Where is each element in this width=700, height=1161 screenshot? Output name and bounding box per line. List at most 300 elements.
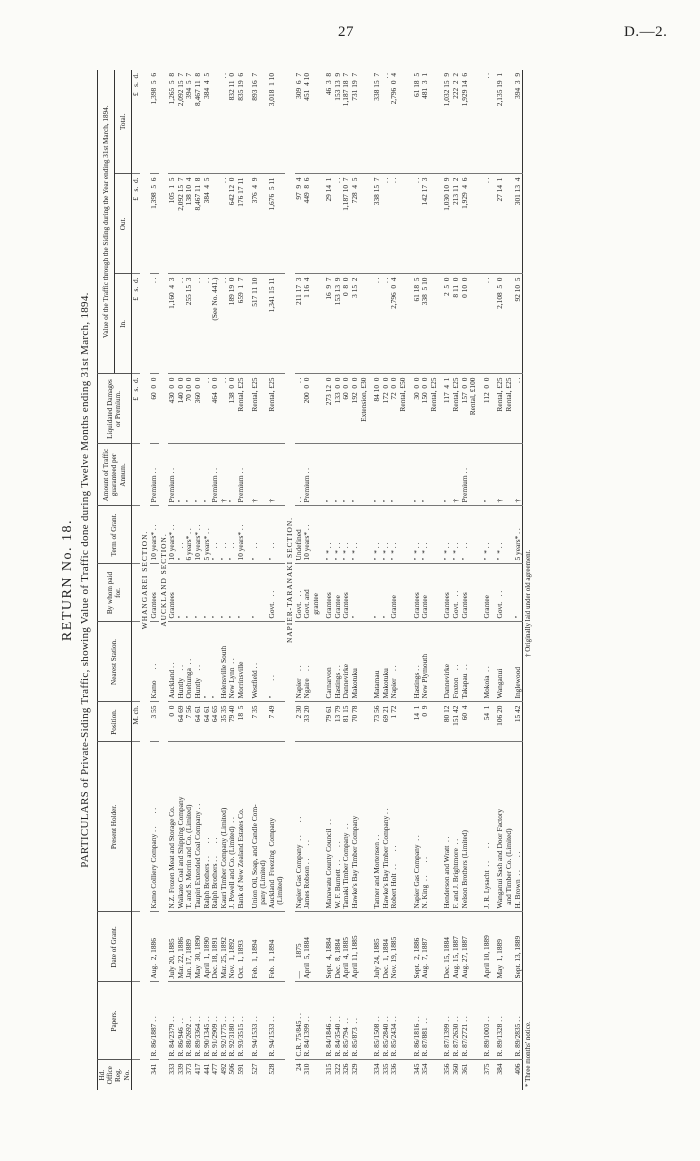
cell-liquidated: 112 0 0 — [478, 374, 492, 444]
cell-term: " * . . — [382, 506, 391, 564]
cell-holder: Tanner and Mortensen . . — [368, 742, 382, 912]
cell-term: " * . . — [491, 506, 513, 564]
cell-in: 16 9 7 — [320, 274, 334, 374]
cell-guaranteed: " — [177, 444, 186, 506]
cell-paid-by: Grantees — [168, 564, 177, 622]
cell-position: 3 55 — [150, 702, 159, 742]
cell-station: Hastings . . — [408, 622, 422, 702]
cell-term: " * . . — [408, 506, 422, 564]
cell-paid-by: " — [351, 564, 368, 622]
cell-total: 222 2 2 — [451, 72, 460, 99]
table-row — [268, 70, 285, 1090]
cell-papers: R. 85/2434 . . — [390, 982, 407, 1060]
table-row — [514, 70, 523, 1090]
cell-term: " . . — [268, 506, 285, 564]
cell-station: Dannevirke — [438, 622, 452, 702]
cell-papers: R. 86/946 . . — [177, 982, 186, 1060]
cell-out: 29 14 1 — [320, 174, 334, 274]
cell-liquidated: 157 0 0 Rental, £100 — [461, 374, 478, 444]
cell-out: 27 14 1 — [491, 174, 513, 274]
cell-hdno: 335 — [382, 1060, 391, 1090]
cell-holder: Henderson and Wratt . . — [438, 742, 452, 912]
cell-date: Dec. 8, 1884 — [334, 912, 343, 982]
cell-in: . . — [203, 274, 212, 374]
cell-holder: Ralph Brothers . . . . — [211, 742, 220, 912]
return-title: RETURN No. 18. — [60, 518, 75, 642]
cell-holder: Napier Gas Company . . — [408, 742, 422, 912]
cell-guaranteed: Premium . . — [461, 444, 478, 506]
cell-hdno: 492 — [220, 1060, 229, 1090]
cell-liquidated: Rental, £25 — [268, 374, 285, 444]
cell-paid-by: Grantees — [408, 564, 422, 622]
cell-hdno: 384 — [491, 1060, 513, 1090]
cell-in: 0 10 0 — [461, 274, 478, 374]
cell-term: " * . . — [368, 506, 382, 564]
cell-out: 1,187 10 7 — [342, 174, 351, 274]
cell-date: Mar. 22, 1886 — [177, 912, 186, 982]
cell-out: 642 12 0 — [228, 174, 237, 274]
cell-guaranteed: " — [390, 444, 407, 506]
cell-date: May 30, 1890 — [194, 912, 203, 982]
cell-total: 1,265 5 8 — [167, 72, 177, 105]
cell-in: 1,160 4 3 — [168, 274, 177, 374]
cell-holder: James Robson . . . . — [303, 742, 320, 912]
cell-guaranteed: † — [514, 444, 523, 506]
cell-hdno: 356 — [438, 1060, 452, 1090]
cell-papers: R. 85/1508 . . — [368, 982, 382, 1060]
cell-paid-by: Govt. . . — [295, 564, 304, 622]
page-number: 27 — [338, 24, 354, 40]
cell-date: Jan. 17, 1889 — [185, 912, 194, 982]
cell-term: " * . . — [390, 506, 407, 564]
cell-guaranteed: " — [342, 444, 351, 506]
table-row — [368, 70, 382, 1090]
cell-station: " — [211, 622, 220, 702]
cell-papers: R. 89/1328 . . — [491, 982, 513, 1060]
cell-in: . . — [177, 274, 186, 374]
cell-in: 92 10 5 — [514, 274, 523, 374]
cell-term: 10 years* . . — [237, 506, 246, 564]
cell-total: . . — [218, 72, 228, 79]
cell-out: 213 11 2 — [452, 174, 461, 274]
cell-paid-by: Grantee — [390, 564, 407, 622]
cell-total: 2,796 0 4 — [389, 72, 399, 105]
cell-total: 835 19 6 — [235, 72, 245, 101]
unit-liquidated: £ s. d. — [131, 374, 140, 444]
cell-hdno: 310 — [303, 1060, 320, 1090]
cell-hdno: 591 — [237, 1060, 246, 1090]
cell-papers: R. 85/873 . . — [351, 982, 368, 1060]
cell-papers: R. 85/794 . . — [342, 982, 351, 1060]
cell-hdno: 373 — [185, 1060, 194, 1090]
cell-papers: R. 89/2835 . . — [514, 982, 523, 1060]
table-row — [390, 70, 407, 1090]
footnote-row — [523, 70, 533, 1090]
cell-date: Aug. 15, 1887 — [452, 912, 461, 982]
cell-guaranteed: " — [478, 444, 492, 506]
cell-holder: Ralph Brothers . . . . — [203, 742, 212, 912]
cell-paid-by: " — [514, 564, 523, 622]
table-row — [177, 70, 186, 1090]
cell-guaranteed: Premium . . — [237, 444, 246, 506]
cell-holder: Hawke's Bay Timber Company . . — [382, 742, 391, 912]
cell-hdno: 329 — [351, 1060, 368, 1090]
cell-paid-by: Govt. . . — [491, 564, 513, 622]
cell-guaranteed: " — [194, 444, 203, 506]
cell-out: 1,929 4 6 — [461, 174, 478, 274]
cell-out: 338 15 7 — [368, 174, 382, 274]
cell-hdno: 322 — [334, 1060, 343, 1090]
cell-date: Mar. 25, 1892 — [220, 912, 229, 982]
cell-out: 142 17 3 — [421, 174, 438, 274]
cell-term: 10 years* . . — [303, 506, 320, 564]
cell-term: " * . . — [421, 506, 438, 564]
cell-total: 731 19 7 — [350, 72, 360, 101]
cell-total: 384 4 5 — [201, 72, 211, 99]
cell-liquidated: Rental, £25 — [246, 374, 268, 444]
cell-papers: R. 84/1399 . . — [303, 982, 320, 1060]
cell-date: April 5, 1884 — [303, 912, 320, 982]
cell-station: Hastings . . — [334, 622, 343, 702]
cell-liquidated: Rental, £25 — [452, 374, 461, 444]
cell-out: . . — [334, 174, 343, 274]
cell-hdno: 361 — [461, 1060, 478, 1090]
cell-position: 14 1 — [408, 702, 422, 742]
cell-holder: W. F. Burnett . . . . — [334, 742, 343, 912]
cell-guaranteed: " — [185, 444, 194, 506]
cell-term: " . . — [246, 506, 268, 564]
cell-station: New Lynn . . — [228, 622, 237, 702]
cell-guaranteed: " — [228, 444, 237, 506]
cell-liquidated: 72 0 0 Rental, £50 — [390, 374, 407, 444]
cell-in: . . — [220, 274, 229, 374]
cell-out: . . — [382, 174, 391, 274]
cell-paid-by: " — [194, 564, 203, 622]
cell-station: Carnarvon — [320, 622, 334, 702]
cell-date: Sept. 2, 1886 — [408, 912, 422, 982]
cell-date: Sept. 13, 1889 — [514, 912, 523, 982]
cell-position: 64 69 — [177, 702, 186, 742]
table-row — [246, 70, 268, 1090]
cell-station: Wanganui — [491, 622, 513, 702]
cell-guaranteed: " — [382, 444, 391, 506]
cell-in: . . — [150, 274, 159, 374]
col-header-in: In. — [114, 274, 131, 374]
cell-in: 338 5 10 — [421, 274, 438, 374]
cell-out: 1,676 5 11 — [268, 174, 285, 274]
table-row — [461, 70, 478, 1090]
rotated-return-table — [58, 70, 638, 1090]
cell-hdno: 315 — [320, 1060, 334, 1090]
cell-guaranteed: " — [320, 444, 334, 506]
cell-station: Ngaire . . — [303, 622, 320, 702]
cell-liquidated: 70 10 0 — [185, 374, 194, 444]
cell-paid-by: Govt. . . — [452, 564, 461, 622]
cell-term: " * . . — [478, 506, 492, 564]
cell-papers: R. 84/3540 . . — [334, 982, 343, 1060]
cell-liquidated: . . — [295, 374, 304, 444]
cell-holder: Union Oil, Soap, and Candle Com- pany (Limited) — [246, 742, 268, 912]
col-header-out: Out. — [114, 174, 131, 274]
cell-hdno: 326 — [342, 1060, 351, 1090]
cell-station: Makotuku — [351, 622, 368, 702]
col-header-position: Position. — [98, 702, 132, 742]
cell-position: 33 20 — [303, 702, 320, 742]
cell-hdno: 375 — [478, 1060, 492, 1090]
cell-out: 376 4 9 — [246, 174, 268, 274]
cell-term: 10 years* . . — [168, 506, 177, 564]
cell-paid-by: " — [237, 564, 246, 622]
table-row — [150, 70, 159, 1090]
cell-paid-by: " — [177, 564, 186, 622]
document-reference: D.—2. — [624, 24, 668, 40]
cell-position: 7 56 — [185, 702, 194, 742]
cell-station: Napier . . — [295, 622, 304, 702]
cell-out: 2,092 15 7 — [177, 174, 186, 274]
cell-guaranteed: Premium . . — [150, 444, 159, 506]
cell-in: 8 11 0 — [452, 274, 461, 374]
cell-date: Dec. 1, 1884 — [382, 912, 391, 982]
table-row — [421, 70, 438, 1090]
cell-paid-by: Grantees — [150, 564, 159, 622]
col-header-papers: Papers. — [98, 982, 132, 1060]
cell-paid-by: " — [220, 564, 229, 622]
cell-out: 1,030 10 9 — [438, 174, 452, 274]
cell-liquidated: Rental, £25 Rental, £25 — [491, 374, 513, 444]
cell-station: Huntly . . — [194, 622, 203, 702]
cell-papers: R. 93/3515 . . — [237, 982, 246, 1060]
cell-holder: H. Brown . . . . — [514, 742, 523, 912]
col-header-term: Term of Grant. — [98, 506, 132, 564]
cell-station: Matamau — [368, 622, 382, 702]
cell-total: 1,929 14 6 — [459, 72, 469, 107]
cell-guaranteed: . . — [295, 444, 304, 506]
cell-papers: R. 87/2630 . . — [452, 982, 461, 1060]
cell-out: 105 1 5 — [168, 174, 177, 274]
cell-paid-by: " — [382, 564, 391, 622]
cell-liquidated: Rental, £25 — [237, 374, 246, 444]
cell-out: 1,398 5 6 — [150, 174, 159, 274]
cell-station: Takapau . . — [461, 622, 478, 702]
col-header-hdno: Hd. Office Reg. No. — [98, 1060, 132, 1090]
cell-holder: N. King . . . . — [421, 742, 438, 912]
cell-out: . . — [390, 174, 407, 274]
cell-out — [211, 174, 220, 274]
cell-guaranteed: † — [452, 444, 461, 506]
cell-station: Morrinsville — [237, 622, 246, 702]
cell-total: 3,018 1 10 — [266, 72, 276, 107]
cell-term: " . . — [177, 506, 186, 564]
cell-in: . . — [382, 274, 391, 374]
cell-position: 54 1 — [478, 702, 492, 742]
cell-out: 8,467 11 8 — [194, 174, 203, 274]
cell-term: Undefined — [295, 506, 304, 564]
cell-holder: Waikato Coal and Shipping Company — [177, 742, 186, 912]
cell-position: 73 56 — [368, 702, 382, 742]
cell-paid-by: " — [211, 564, 220, 622]
col-header-liquidated: Liquidated Damages or Premium. — [98, 374, 132, 444]
table-row — [491, 70, 513, 1090]
cell-hdno: 441 — [203, 1060, 212, 1090]
cell-in: 1 16 4 — [303, 274, 320, 374]
cell-hdno: 527 — [246, 1060, 268, 1090]
unit-in: £ s. d. — [131, 274, 140, 374]
cell-papers: R. 92/1775 . . — [220, 982, 229, 1060]
cell-holder: Nelson Brothers (Limited) — [461, 742, 478, 912]
cell-term: " . . — [220, 506, 229, 564]
cell-date: April 4, 1885 — [342, 912, 351, 982]
cell-station: Napier . . — [390, 622, 407, 702]
section-heading-row — [140, 70, 150, 1090]
cell-date: July 20, 1885 — [168, 912, 177, 982]
col-header-guaranteed: Amount of Traffic guaranteed per Annum. — [98, 444, 132, 506]
cell-date: Aug. 7, 1887 — [421, 912, 438, 982]
cell-date: Sept. 4, 1884 — [320, 912, 334, 982]
cell-liquidated: 430 0 0 — [168, 374, 177, 444]
cell-total: 893 16 7 — [249, 72, 259, 101]
section-heading-row — [285, 70, 295, 1090]
cell-paid-by: " — [185, 564, 194, 622]
cell-out: 301 13 4 — [514, 174, 523, 274]
cell-papers: R. 87/1399 . . — [438, 982, 452, 1060]
units-row — [131, 70, 140, 1090]
cell-paid-by: " — [228, 564, 237, 622]
cell-papers: R. 86/1887 . . — [150, 982, 159, 1060]
cell-guaranteed: " — [368, 444, 382, 506]
cell-paid-by: Grantee — [334, 564, 343, 622]
cell-guaranteed: " — [438, 444, 452, 506]
table-row — [351, 70, 368, 1090]
cell-in: . . — [368, 274, 382, 374]
cell-paid-by: " — [246, 564, 268, 622]
cell-guaranteed: Premium . . — [211, 444, 220, 506]
cell-papers: R. 89/3364 . . — [194, 982, 203, 1060]
cell-position: 64 65 — [211, 702, 220, 742]
cell-holder: Bank of New Zealand Estates Co. — [237, 742, 246, 912]
cell-term: " * . . — [342, 506, 351, 564]
cell-liquidated: . . — [514, 374, 523, 444]
cell-position: 18 5 — [237, 702, 246, 742]
cell-papers: R. 85/2840 . . — [382, 982, 391, 1060]
cell-station: Dannevirke — [342, 622, 351, 702]
cell-out: . . — [220, 174, 229, 274]
cell-papers: R. 94/1533 . . — [246, 982, 268, 1060]
cell-holder: Taupiri Extended Coal Company . . — [194, 742, 203, 912]
cell-holder: N.Z. Frozen Meat and Storage Co. — [168, 742, 177, 912]
cell-date: July 24, 1885 — [368, 912, 382, 982]
cell-position: 0 9 — [421, 702, 438, 742]
cell-hdno: 334 — [368, 1060, 382, 1090]
cell-paid-by: " — [203, 564, 212, 622]
cell-out: . . — [408, 174, 422, 274]
cell-liquidated: 117 4 1 — [438, 374, 452, 444]
cell-date: Dec. 18, 1891 — [211, 912, 220, 982]
cell-position: 35 35 — [220, 702, 229, 742]
cell-liquidated: 84 10 0 — [368, 374, 382, 444]
cell-papers: R. 87/2721 . . — [461, 982, 478, 1060]
cell-total: 46 3 8 — [324, 72, 334, 96]
cell-total: 1,398 5 6 — [149, 72, 158, 105]
col-header-total: Total. — [114, 70, 131, 174]
cell-total: 309 6 7 — [293, 72, 303, 99]
cell-total: 2,135 19 1 — [495, 72, 505, 107]
cell-papers: R. 91/2909 . . — [211, 982, 220, 1060]
cell-total: 1,187 18 7 — [341, 72, 351, 107]
cell-out: 384 4 5 — [203, 174, 212, 274]
cell-station: " — [203, 622, 212, 702]
cell-paid-by: Govt. . . — [268, 564, 285, 622]
cell-date: Feb. 1, 1894 — [268, 912, 285, 982]
cell-guaranteed: Premium . . — [303, 444, 320, 506]
cell-position: 60 4 — [461, 702, 478, 742]
cell-guaranteed: " — [351, 444, 368, 506]
cell-liquidated: 200 0 0 — [303, 374, 320, 444]
cell-hdno: 336 — [390, 1060, 407, 1090]
cell-total: 394 3 9 — [512, 72, 522, 99]
cell-liquidated: 273 12 0 — [320, 374, 334, 444]
table-row — [220, 70, 229, 1090]
cell-holder: Kamo Colliery Company . . . . — [150, 742, 159, 912]
cell-in: 517 11 10 — [246, 274, 268, 374]
cell-hdno: 345 — [408, 1060, 422, 1090]
table-row — [478, 70, 492, 1090]
cell-guaranteed: † — [268, 444, 285, 506]
cell-hdno: 339 — [177, 1060, 186, 1090]
cell-papers: R. 84/1846 . . — [320, 982, 334, 1060]
cell-term: 5 years* . . — [514, 506, 523, 564]
cell-guaranteed: † — [220, 444, 229, 506]
cell-papers: C.R. 75/845 . . — [295, 982, 304, 1060]
cell-position: 70 78 — [351, 702, 368, 742]
cell-liquidated: . . — [220, 374, 229, 444]
cell-position: 79 40 — [228, 702, 237, 742]
col-header-station: Nearest Station. — [98, 622, 132, 702]
cell-position: 64 61 — [194, 702, 203, 742]
col-header-paid-by: By whom paid for. — [98, 564, 132, 622]
cell-hdno: 417 — [194, 1060, 203, 1090]
cell-position: 13 79 — [334, 702, 343, 742]
cell-papers: R. 89/1003 . . — [478, 982, 492, 1060]
cell-paid-by: Grantees — [461, 564, 478, 622]
cell-station: Makotuku — [382, 622, 391, 702]
cell-total: 153 13 9 — [332, 72, 342, 101]
cell-hdno: 354 — [421, 1060, 438, 1090]
footnote-star: * Three months' notice. — [524, 1021, 533, 1087]
table-row — [303, 70, 320, 1090]
cell-paid-by: Grantees — [320, 564, 334, 622]
col-header-date: Date of Grant. — [98, 912, 132, 982]
cell-out: . . — [478, 174, 492, 274]
cell-date: April 1, 1890 — [203, 912, 212, 982]
cell-term: " . . — [228, 506, 237, 564]
cell-holder: Hawke's Bay Timber Company — [351, 742, 368, 912]
cell-liquidated: 60 0 0 — [150, 374, 159, 444]
cell-guaranteed: Premium . . — [168, 444, 177, 506]
cell-in: . . — [194, 274, 203, 374]
cell-total: 451 4 10 — [302, 72, 312, 101]
cell-hdno: 360 — [452, 1060, 461, 1090]
footnote-dagger: † Originally laid under old agreement. — [524, 549, 533, 657]
section-heading-row — [159, 70, 169, 1090]
cell-holder: Auckland Freezing Company (Limited) — [268, 742, 285, 912]
cell-date: April 10, 1889 — [478, 912, 492, 982]
cell-position: 0 0 — [168, 702, 177, 742]
cell-total: 481 3 1 — [420, 72, 430, 99]
cell-station: New Plymouth — [421, 622, 438, 702]
cell-date: — 1875 — [295, 912, 304, 982]
cell-liquidated: . . — [203, 374, 212, 444]
cell-position: 2 30 — [295, 702, 304, 742]
